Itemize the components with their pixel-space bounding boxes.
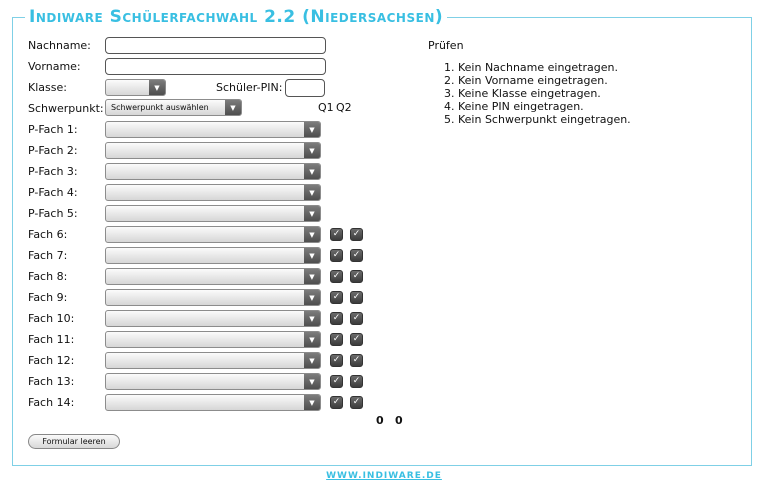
fach-select[interactable] xyxy=(105,226,321,243)
check-item: 1. Kein Nachname eingetragen. xyxy=(444,61,618,74)
pfach-select[interactable] xyxy=(105,184,321,201)
pin-label: Schüler-PIN: xyxy=(216,81,283,94)
q2-checkbox[interactable] xyxy=(350,270,363,283)
pin-input[interactable] xyxy=(285,79,325,97)
q1-checkbox[interactable] xyxy=(330,354,343,367)
fach-label: Fach 9: xyxy=(28,291,68,304)
checkmark-icon: ✓ xyxy=(332,397,341,407)
pfach-select[interactable] xyxy=(105,121,321,138)
vorname-label: Vorname: xyxy=(28,60,81,73)
triangle-down-icon: ▼ xyxy=(304,395,320,410)
q1-checkbox[interactable] xyxy=(330,375,343,388)
triangle-down-icon: ▼ xyxy=(225,100,241,115)
q2-checkbox[interactable] xyxy=(350,375,363,388)
check-item: 2. Kein Vorname eingetragen. xyxy=(444,74,608,87)
checkmark-icon: ✓ xyxy=(352,229,361,239)
check-title: Prüfen xyxy=(428,39,464,52)
triangle-down-icon: ▼ xyxy=(304,374,320,389)
fach-label: Fach 13: xyxy=(28,375,75,388)
checkmark-icon: ✓ xyxy=(352,292,361,302)
fach-select[interactable] xyxy=(105,331,321,348)
fach-label: Fach 6: xyxy=(28,228,68,241)
check-item: 4. Keine PIN eingetragen. xyxy=(444,100,584,113)
q2-checkbox[interactable] xyxy=(350,312,363,325)
pfach-label: P-Fach 5: xyxy=(28,207,78,220)
q1-checkbox[interactable] xyxy=(330,333,343,346)
q1-checkbox[interactable] xyxy=(330,228,343,241)
fach-label: Fach 12: xyxy=(28,354,75,367)
checkmark-icon: ✓ xyxy=(352,397,361,407)
checkmark-icon: ✓ xyxy=(352,334,361,344)
fach-label: Fach 10: xyxy=(28,312,75,325)
fach-select[interactable] xyxy=(105,394,321,411)
pfach-label: P-Fach 2: xyxy=(28,144,78,157)
footer-link[interactable]: WWW.INDIWARE.DE xyxy=(326,471,442,481)
checkmark-icon: ✓ xyxy=(332,292,341,302)
checkmark-icon: ✓ xyxy=(352,271,361,281)
fach-label: Fach 14: xyxy=(28,396,75,409)
triangle-down-icon: ▼ xyxy=(304,332,320,347)
pfach-select[interactable] xyxy=(105,205,321,222)
fach-select[interactable] xyxy=(105,352,321,369)
nachname-label: Nachname: xyxy=(28,39,91,52)
checkmark-icon: ✓ xyxy=(332,313,341,323)
checkmark-icon: ✓ xyxy=(332,376,341,386)
nachname-input[interactable] xyxy=(105,37,326,54)
checkmark-icon: ✓ xyxy=(332,229,341,239)
pfach-label: P-Fach 1: xyxy=(28,123,78,136)
checkmark-icon: ✓ xyxy=(352,376,361,386)
pfach-select[interactable] xyxy=(105,163,321,180)
triangle-down-icon: ▼ xyxy=(304,311,320,326)
pfach-label: P-Fach 4: xyxy=(28,186,78,199)
pfach-select[interactable] xyxy=(105,142,321,159)
q1-header: Q1 xyxy=(318,101,334,114)
q2-checkbox[interactable] xyxy=(350,396,363,409)
checkmark-icon: ✓ xyxy=(352,250,361,260)
triangle-down-icon: ▼ xyxy=(304,185,320,200)
clear-form-button[interactable]: Formular leeren xyxy=(28,434,120,449)
fach-label: Fach 7: xyxy=(28,249,68,262)
q1-checkbox[interactable] xyxy=(330,249,343,262)
triangle-down-icon: ▼ xyxy=(149,80,165,95)
q1-count: 0 xyxy=(376,414,384,427)
checkmark-icon: ✓ xyxy=(332,355,341,365)
triangle-down-icon: ▼ xyxy=(304,143,320,158)
fach-label: Fach 11: xyxy=(28,333,75,346)
klasse-select[interactable] xyxy=(105,79,166,96)
fach-select[interactable] xyxy=(105,373,321,390)
schwerpunkt-label: Schwerpunkt: xyxy=(28,102,104,115)
triangle-down-icon: ▼ xyxy=(304,122,320,137)
triangle-down-icon: ▼ xyxy=(304,227,320,242)
fach-select[interactable] xyxy=(105,247,321,264)
fach-select[interactable] xyxy=(105,289,321,306)
triangle-down-icon: ▼ xyxy=(304,248,320,263)
q2-checkbox[interactable] xyxy=(350,354,363,367)
q1-checkbox[interactable] xyxy=(330,396,343,409)
fach-select[interactable] xyxy=(105,310,321,327)
checkmark-icon: ✓ xyxy=(332,271,341,281)
checkmark-icon: ✓ xyxy=(332,250,341,260)
page-title: Indiware Schülerfachwahl 2.2 (Niedersachsen) xyxy=(25,6,447,28)
q2-checkbox[interactable] xyxy=(350,228,363,241)
triangle-down-icon: ▼ xyxy=(304,353,320,368)
vorname-input[interactable] xyxy=(105,58,326,75)
q1-checkbox[interactable] xyxy=(330,291,343,304)
checkmark-icon: ✓ xyxy=(332,334,341,344)
fach-select[interactable] xyxy=(105,268,321,285)
check-item: 3. Keine Klasse eingetragen. xyxy=(444,87,601,100)
q1-checkbox[interactable] xyxy=(330,270,343,283)
pfach-label: P-Fach 3: xyxy=(28,165,78,178)
q2-count: 0 xyxy=(395,414,403,427)
q2-header: Q2 xyxy=(336,101,352,114)
checkmark-icon: ✓ xyxy=(352,355,361,365)
check-list xyxy=(444,61,631,126)
q2-checkbox[interactable] xyxy=(350,333,363,346)
triangle-down-icon: ▼ xyxy=(304,290,320,305)
schwerpunkt-select[interactable] xyxy=(105,99,242,116)
q2-checkbox[interactable] xyxy=(350,291,363,304)
schwerpunkt-value: Schwerpunkt auswählen xyxy=(111,103,209,112)
triangle-down-icon: ▼ xyxy=(304,206,320,221)
triangle-down-icon: ▼ xyxy=(304,164,320,179)
triangle-down-icon: ▼ xyxy=(304,269,320,284)
check-item: 5. Kein Schwerpunkt eingetragen. xyxy=(444,113,631,126)
checkmark-icon: ✓ xyxy=(352,313,361,323)
q2-checkbox[interactable] xyxy=(350,249,363,262)
q1-checkbox[interactable] xyxy=(330,312,343,325)
fach-label: Fach 8: xyxy=(28,270,68,283)
klasse-label: Klasse: xyxy=(28,81,67,94)
